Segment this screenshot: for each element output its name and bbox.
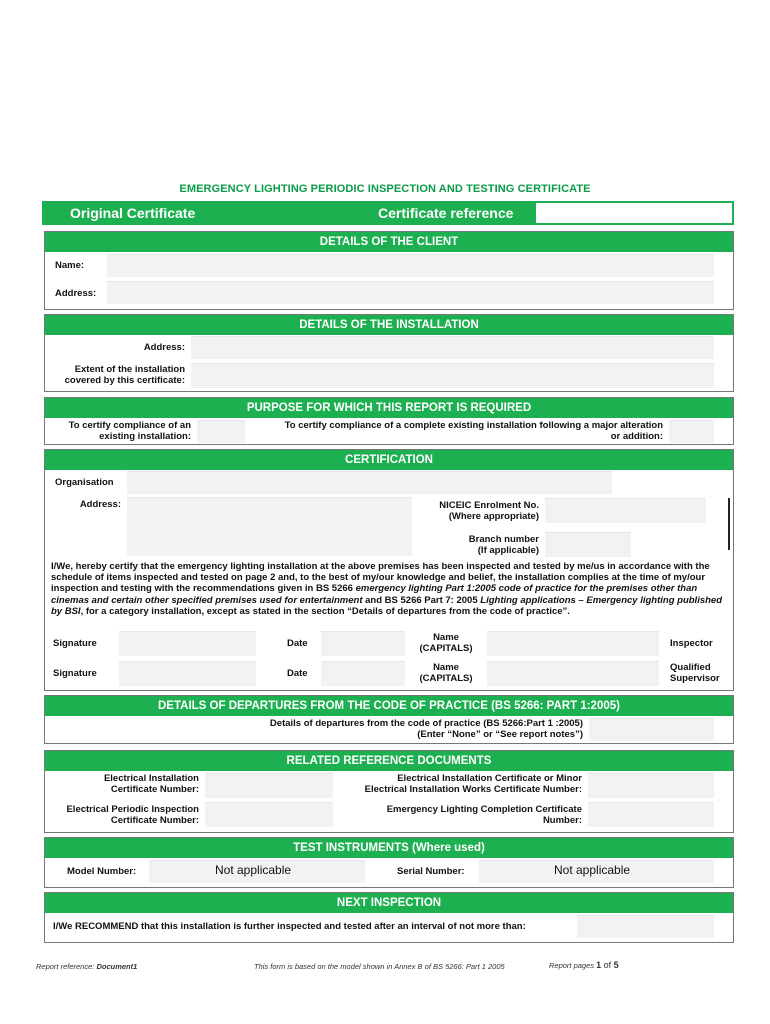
original-certificate-label: Original Certificate bbox=[70, 205, 196, 221]
next-inspection-section bbox=[44, 892, 734, 943]
next-inspection-text: I/We RECOMMEND that this installation is further inspected and tested after an interval of not more than: bbox=[53, 921, 526, 932]
inspector-name-field[interactable] bbox=[487, 631, 659, 656]
serial-number-label: Serial Number: bbox=[397, 866, 465, 877]
next-inspection-interval-field[interactable] bbox=[577, 915, 714, 938]
inspector-name-label: Name bbox=[433, 632, 459, 643]
organisation-label: Organisation bbox=[55, 477, 114, 488]
inspector-date-label: Date bbox=[287, 638, 308, 649]
purpose-heading: PURPOSE FOR WHICH THIS REPORT IS REQUIRED bbox=[45, 398, 733, 418]
supervisor-role-label: Supervisor bbox=[670, 673, 720, 684]
margin-rule bbox=[728, 498, 730, 550]
inspector-role-label: Inspector bbox=[670, 638, 713, 649]
client-section bbox=[44, 231, 734, 310]
purpose-existing-label-line2: existing installation: bbox=[99, 431, 191, 442]
inspector-capitals-label: (CAPITALS) bbox=[419, 643, 473, 654]
pir-label-line1: Electrical Periodic Inspection bbox=[66, 804, 199, 815]
departures-heading: DETAILS OF DEPARTURES FROM THE CODE OF PRACTICE (BS 5266: PART 1:2005) bbox=[45, 696, 733, 716]
certification-heading: CERTIFICATION bbox=[45, 450, 733, 470]
purpose-section bbox=[44, 397, 734, 445]
pir-number-field[interactable] bbox=[205, 802, 333, 827]
certificate-reference-field[interactable] bbox=[536, 203, 732, 223]
related-documents-heading: RELATED REFERENCE DOCUMENTS bbox=[45, 751, 733, 771]
elcc-label-line2: Number: bbox=[542, 815, 582, 826]
extent-label-line2: covered by this certificate: bbox=[64, 375, 185, 386]
related-documents-section bbox=[44, 750, 734, 833]
branch-field[interactable] bbox=[545, 532, 631, 557]
client-address-label: Address: bbox=[55, 288, 97, 299]
departures-label-line2: (Enter “None” or “See report notes”) bbox=[417, 729, 583, 740]
next-inspection-heading: NEXT INSPECTION bbox=[45, 893, 733, 913]
supervisor-name-field[interactable] bbox=[487, 661, 659, 686]
model-number-value: Not applicable bbox=[215, 863, 292, 877]
departures-field[interactable] bbox=[589, 718, 714, 741]
minor-works-label-line2: Electrical Installation Works Certificate Number: bbox=[364, 784, 582, 795]
certificate-reference-label: Certificate reference bbox=[378, 205, 514, 221]
pir-label-line2: Certificate Number: bbox=[110, 815, 199, 826]
purpose-alteration-checkbox[interactable] bbox=[669, 420, 714, 443]
minor-works-number-field[interactable] bbox=[588, 773, 714, 798]
supervisor-signature-field[interactable] bbox=[119, 661, 256, 686]
certificate-header-bar bbox=[42, 201, 734, 225]
document-title: EMERGENCY LIGHTING PERIODIC INSPECTION AND TESTING CERTIFICATE bbox=[179, 183, 591, 195]
installation-section bbox=[44, 314, 734, 392]
niceic-label-line2: (Where appropriate) bbox=[448, 511, 539, 522]
test-instruments-section bbox=[44, 837, 734, 888]
supervisor-signature-label: Signature bbox=[53, 668, 97, 679]
client-name-field[interactable] bbox=[107, 254, 714, 277]
client-name-label: Name: bbox=[55, 260, 85, 271]
purpose-existing-label-line1: To certify compliance of an bbox=[68, 420, 191, 431]
branch-label-line2: (If applicable) bbox=[477, 545, 539, 556]
extent-label-line1: Extent of the installation bbox=[74, 364, 185, 375]
eic-number-field[interactable] bbox=[205, 773, 333, 798]
test-instruments-heading: TEST INSTRUMENTS (Where used) bbox=[45, 838, 733, 858]
cert-address-field[interactable] bbox=[127, 497, 412, 556]
qualified-label: Qualified bbox=[670, 662, 711, 673]
departures-label-line1: Details of departures from the code of practice (BS 5266:Part 1 :2005) bbox=[269, 718, 583, 729]
certification-section bbox=[44, 449, 734, 691]
organisation-field[interactable] bbox=[127, 471, 612, 494]
purpose-existing-checkbox[interactable] bbox=[197, 420, 245, 443]
minor-works-label-line1: Electrical Installation Certificate or Minor bbox=[397, 773, 582, 784]
inspector-signature-label: Signature bbox=[53, 638, 97, 649]
eic-label-line2: Certificate Number: bbox=[110, 784, 199, 795]
installation-address-label: Address: bbox=[143, 342, 185, 353]
departures-section bbox=[44, 695, 734, 744]
supervisor-name-label: Name bbox=[433, 662, 459, 673]
inspector-date-field[interactable] bbox=[321, 631, 405, 656]
footer-page-count: Report pages 1 of 5 bbox=[549, 960, 619, 970]
extent-field[interactable] bbox=[191, 363, 714, 388]
purpose-alteration-label-line2: or addition: bbox=[610, 431, 663, 442]
client-address-field[interactable] bbox=[107, 281, 714, 304]
elcc-number-field[interactable] bbox=[588, 802, 714, 827]
certification-statement: I/We, hereby certify that the emergency lighting installation at the above premises has been inspected and tested by me/us in accordance with the schedule of items inspected and tested on page 2 and, to the best of my/our knowledge and belief, the installation complies at the time of my/our inspection and testing with the recommendations given in BS 5266 emergency lighting Part 1:2005 code of practice for the premises other than cinemas and certain other specified premises used for entertainment and BS 5266 Part 7: 2005 Lighting applications – Emergency lighting published by BSI, for a category installation, except as stated in the section “Details of departures from the code of practice”. bbox=[51, 561, 723, 617]
serial-number-value: Not applicable bbox=[554, 863, 631, 877]
supervisor-date-field[interactable] bbox=[321, 661, 405, 686]
elcc-label-line1: Emergency Lighting Completion Certificate bbox=[386, 804, 582, 815]
installation-address-field[interactable] bbox=[191, 336, 714, 359]
niceic-field[interactable] bbox=[545, 498, 706, 523]
branch-label-line1: Branch number bbox=[468, 534, 539, 545]
supervisor-date-label: Date bbox=[287, 668, 308, 679]
installation-heading: DETAILS OF THE INSTALLATION bbox=[45, 315, 733, 335]
footer-report-reference: Report reference: Document1 bbox=[36, 962, 138, 971]
model-number-label: Model Number: bbox=[67, 866, 137, 877]
cert-address-label: Address: bbox=[79, 499, 121, 510]
niceic-label-line1: NICEIC Enrolment No. bbox=[439, 500, 539, 511]
footer-basis-note: This form is based on the model shown in Annex B of BS 5266: Part 1 2005 bbox=[254, 962, 505, 971]
inspector-signature-field[interactable] bbox=[119, 631, 256, 656]
supervisor-capitals-label: (CAPITALS) bbox=[419, 673, 473, 684]
purpose-alteration-label-line1: To certify compliance of a complete existing installation following a major alteration bbox=[284, 420, 663, 431]
client-heading: DETAILS OF THE CLIENT bbox=[45, 232, 733, 252]
eic-label-line1: Electrical Installation bbox=[103, 773, 199, 784]
